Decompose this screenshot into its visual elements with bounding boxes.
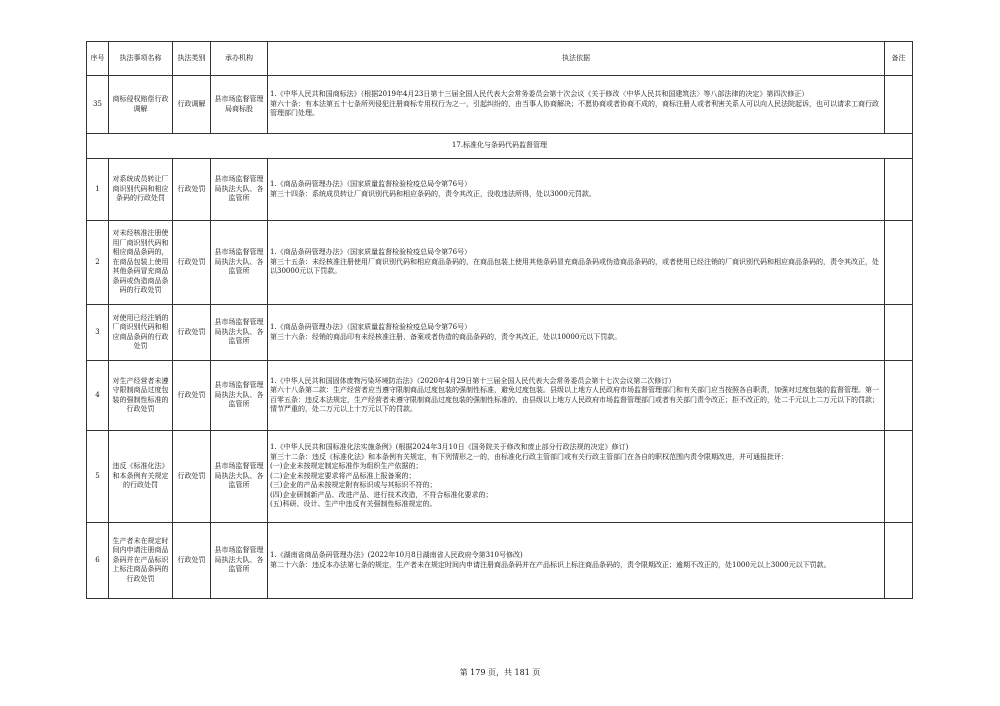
row-seq: 5	[87, 431, 109, 523]
header-item: 执法事项名称	[109, 42, 173, 76]
row-item: 对使用已经注销的厂商识别代码和相应商品条码的行政处罚	[109, 305, 173, 361]
row-notes	[885, 159, 913, 221]
row-seq: 3	[87, 305, 109, 361]
row-notes	[885, 361, 913, 431]
row-notes	[885, 523, 913, 599]
row-basis: 1.《中华人民共和国标准化法实施条例》(根据2024年3月10日《国务院关于修改和废止部分行政法规的决定》修订) 第三十二条：违反《标准化法》和本条例有关规定，有下列情形之一的，由标准化行政主管部门或有关行政主管部门在各自的职权范围内责令限期改进，并可通报批评： (一)企业未按规定制定标准作为组织生产依据的； (二)企业未按规定要求将产品标准上报备案的； (三)企业的产品未按规定附有标识或与其标识不符的； (四)企业研制新产品、改进产品、进行技术改造，不符合标准化要求的； (五)科研、设计、生产中违反有关强制性标准规定的。	[268, 431, 885, 523]
row-notes	[885, 76, 913, 134]
row-basis: 1.《商品条码管理办法》（国家质量监督检验检疫总局令第76号） 第三十四条：系统成员转让厂商识别代码和相应条码的，责令其改正，没收违法所得，处以3000元罚款。	[268, 159, 885, 221]
table-row	[87, 159, 913, 221]
row-category: 行政处罚	[173, 361, 211, 431]
header-seq: 序号	[87, 42, 109, 76]
row-agency: 县市场监督管理局执法大队、各监管所	[211, 431, 268, 523]
row-item: 违反《标准化法》和本条例有关规定的行政处罚	[109, 431, 173, 523]
row-seq: 1	[87, 159, 109, 221]
row-basis: 1.《商品条码管理办法》（国家质量监督检验检疫总局令第76号） 第三十六条：经销的商品印有未经核准注册、备案或者伪造的商品条码的，责令其改正，处以10000元以下罚款。	[268, 305, 885, 361]
row-category: 行政处罚	[173, 305, 211, 361]
row-basis: 1.《中华人民共和国固体废物污染环境防治法》（2020年4月29日第十三届全国人民代表大会常务委员会第十七次会议第二次修订） 第六十八条第二款：生产经营者应当遵守限制商品过度包装的强制性标准，避免过度包装。县级以上地方人民政府市场监督管理部门和有关部门应当按照各自职责，加强对过度包装的监督管理。第一百零五条：违反本法规定，生产经营者未遵守限制商品过度包装的强制性标准的，由县级以上地方人民政府市场监督管理部门或者有关部门责令改正；拒不改正的，处二千元以上二万元以下的罚款；情节严重的，处二万元以上十万元以下的罚款。	[268, 361, 885, 431]
row-seq: 2	[87, 221, 109, 305]
row-agency: 县市场监督管理局执法大队、各监管所	[211, 221, 268, 305]
row-category: 行政处罚	[173, 523, 211, 599]
row-notes	[885, 221, 913, 305]
header-row	[87, 42, 913, 76]
table-row	[87, 523, 913, 599]
row-item: 对生产经营者未遵守限制商品过度包装的强制性标准的行政处罚	[109, 361, 173, 431]
table-row	[87, 76, 913, 134]
row-notes	[885, 431, 913, 523]
row-agency: 县市场监督管理局执法大队、各监管所	[211, 361, 268, 431]
header-agency: 承办机构	[211, 42, 268, 76]
header-basis: 执法依据	[268, 42, 885, 76]
header-category: 执法类别	[173, 42, 211, 76]
row-seq: 6	[87, 523, 109, 599]
section-title: 17.标准化与条码代码监督管理	[87, 134, 913, 159]
row-category: 行政处罚	[173, 431, 211, 523]
row-basis: 1.《湖南省商品条码管理办法》(2022年10月8日湖南省人民政府令第310号修改) 第二十六条：违反本办法第七条的规定，生产者未在规定时间内申请注册商品条码并在产品标识上标注商品条码的，责令限期改正；逾期不改正的，处1000元以上3000元以下罚款。	[268, 523, 885, 599]
row-seq: 35	[87, 76, 109, 134]
table-row	[87, 431, 913, 523]
section-row	[87, 134, 913, 159]
row-category: 行政调解	[173, 76, 211, 134]
row-seq: 4	[87, 361, 109, 431]
table-row	[87, 221, 913, 305]
row-agency: 县市场监督管理局执法大队、各监管所	[211, 305, 268, 361]
page-number: 第 179 页，共 181 页	[459, 668, 541, 677]
row-agency: 县市场监督管理局商标股	[211, 76, 268, 134]
row-category: 行政处罚	[173, 159, 211, 221]
table-row	[87, 361, 913, 431]
row-item: 对系统成员转让厂商识别代码和相应条码的行政处罚	[109, 159, 173, 221]
table-row	[87, 305, 913, 361]
row-item: 对未经核准注册使用厂商识别代码和相应商品条码的，在商品包装上使用其他条码冒充商品条码或伪造商品条码的行政处罚	[109, 221, 173, 305]
row-notes	[885, 305, 913, 361]
row-basis: 1.《商品条码管理办法》（国家质量监督检验检疫总局令第76号） 第三十五条：未经核准注册使用厂商识别代码和相应商品条码的，在商品包装上使用其他条码冒充商品条码或伪造商品条码的，或者使用已经注销的厂商识别代码和相应商品条码的，责令其改正，处以30000元以下罚款。	[268, 221, 885, 305]
row-agency: 县市场监督管理局执法大队、各监管所	[211, 523, 268, 599]
row-item: 生产者未在规定时间内申请注册商品条码并在产品标识上标注商品条码的行政处罚	[109, 523, 173, 599]
enforcement-table	[86, 41, 913, 599]
row-basis: 1.《中华人民共和国商标法》（根据2019年4月23日第十三届全国人民代表大会常务委员会第十次会议《关于修改〈中华人民共和国建筑法〉等八部法律的决定》第四次修正） 第六十条：有本法第五十七条所列侵犯注册商标专用权行为之一，引起纠纷的，由当事人协商解决；不愿协商或者协商不成的，商标注册人或者利害关系人可以向人民法院起诉，也可以请求工商行政管理部门处理。	[268, 76, 885, 134]
row-category: 行政处罚	[173, 221, 211, 305]
header-notes: 备注	[885, 42, 913, 76]
row-item: 商标侵权赔偿行政调解	[109, 76, 173, 134]
row-agency: 县市场监督管理局执法大队、各监管所	[211, 159, 268, 221]
